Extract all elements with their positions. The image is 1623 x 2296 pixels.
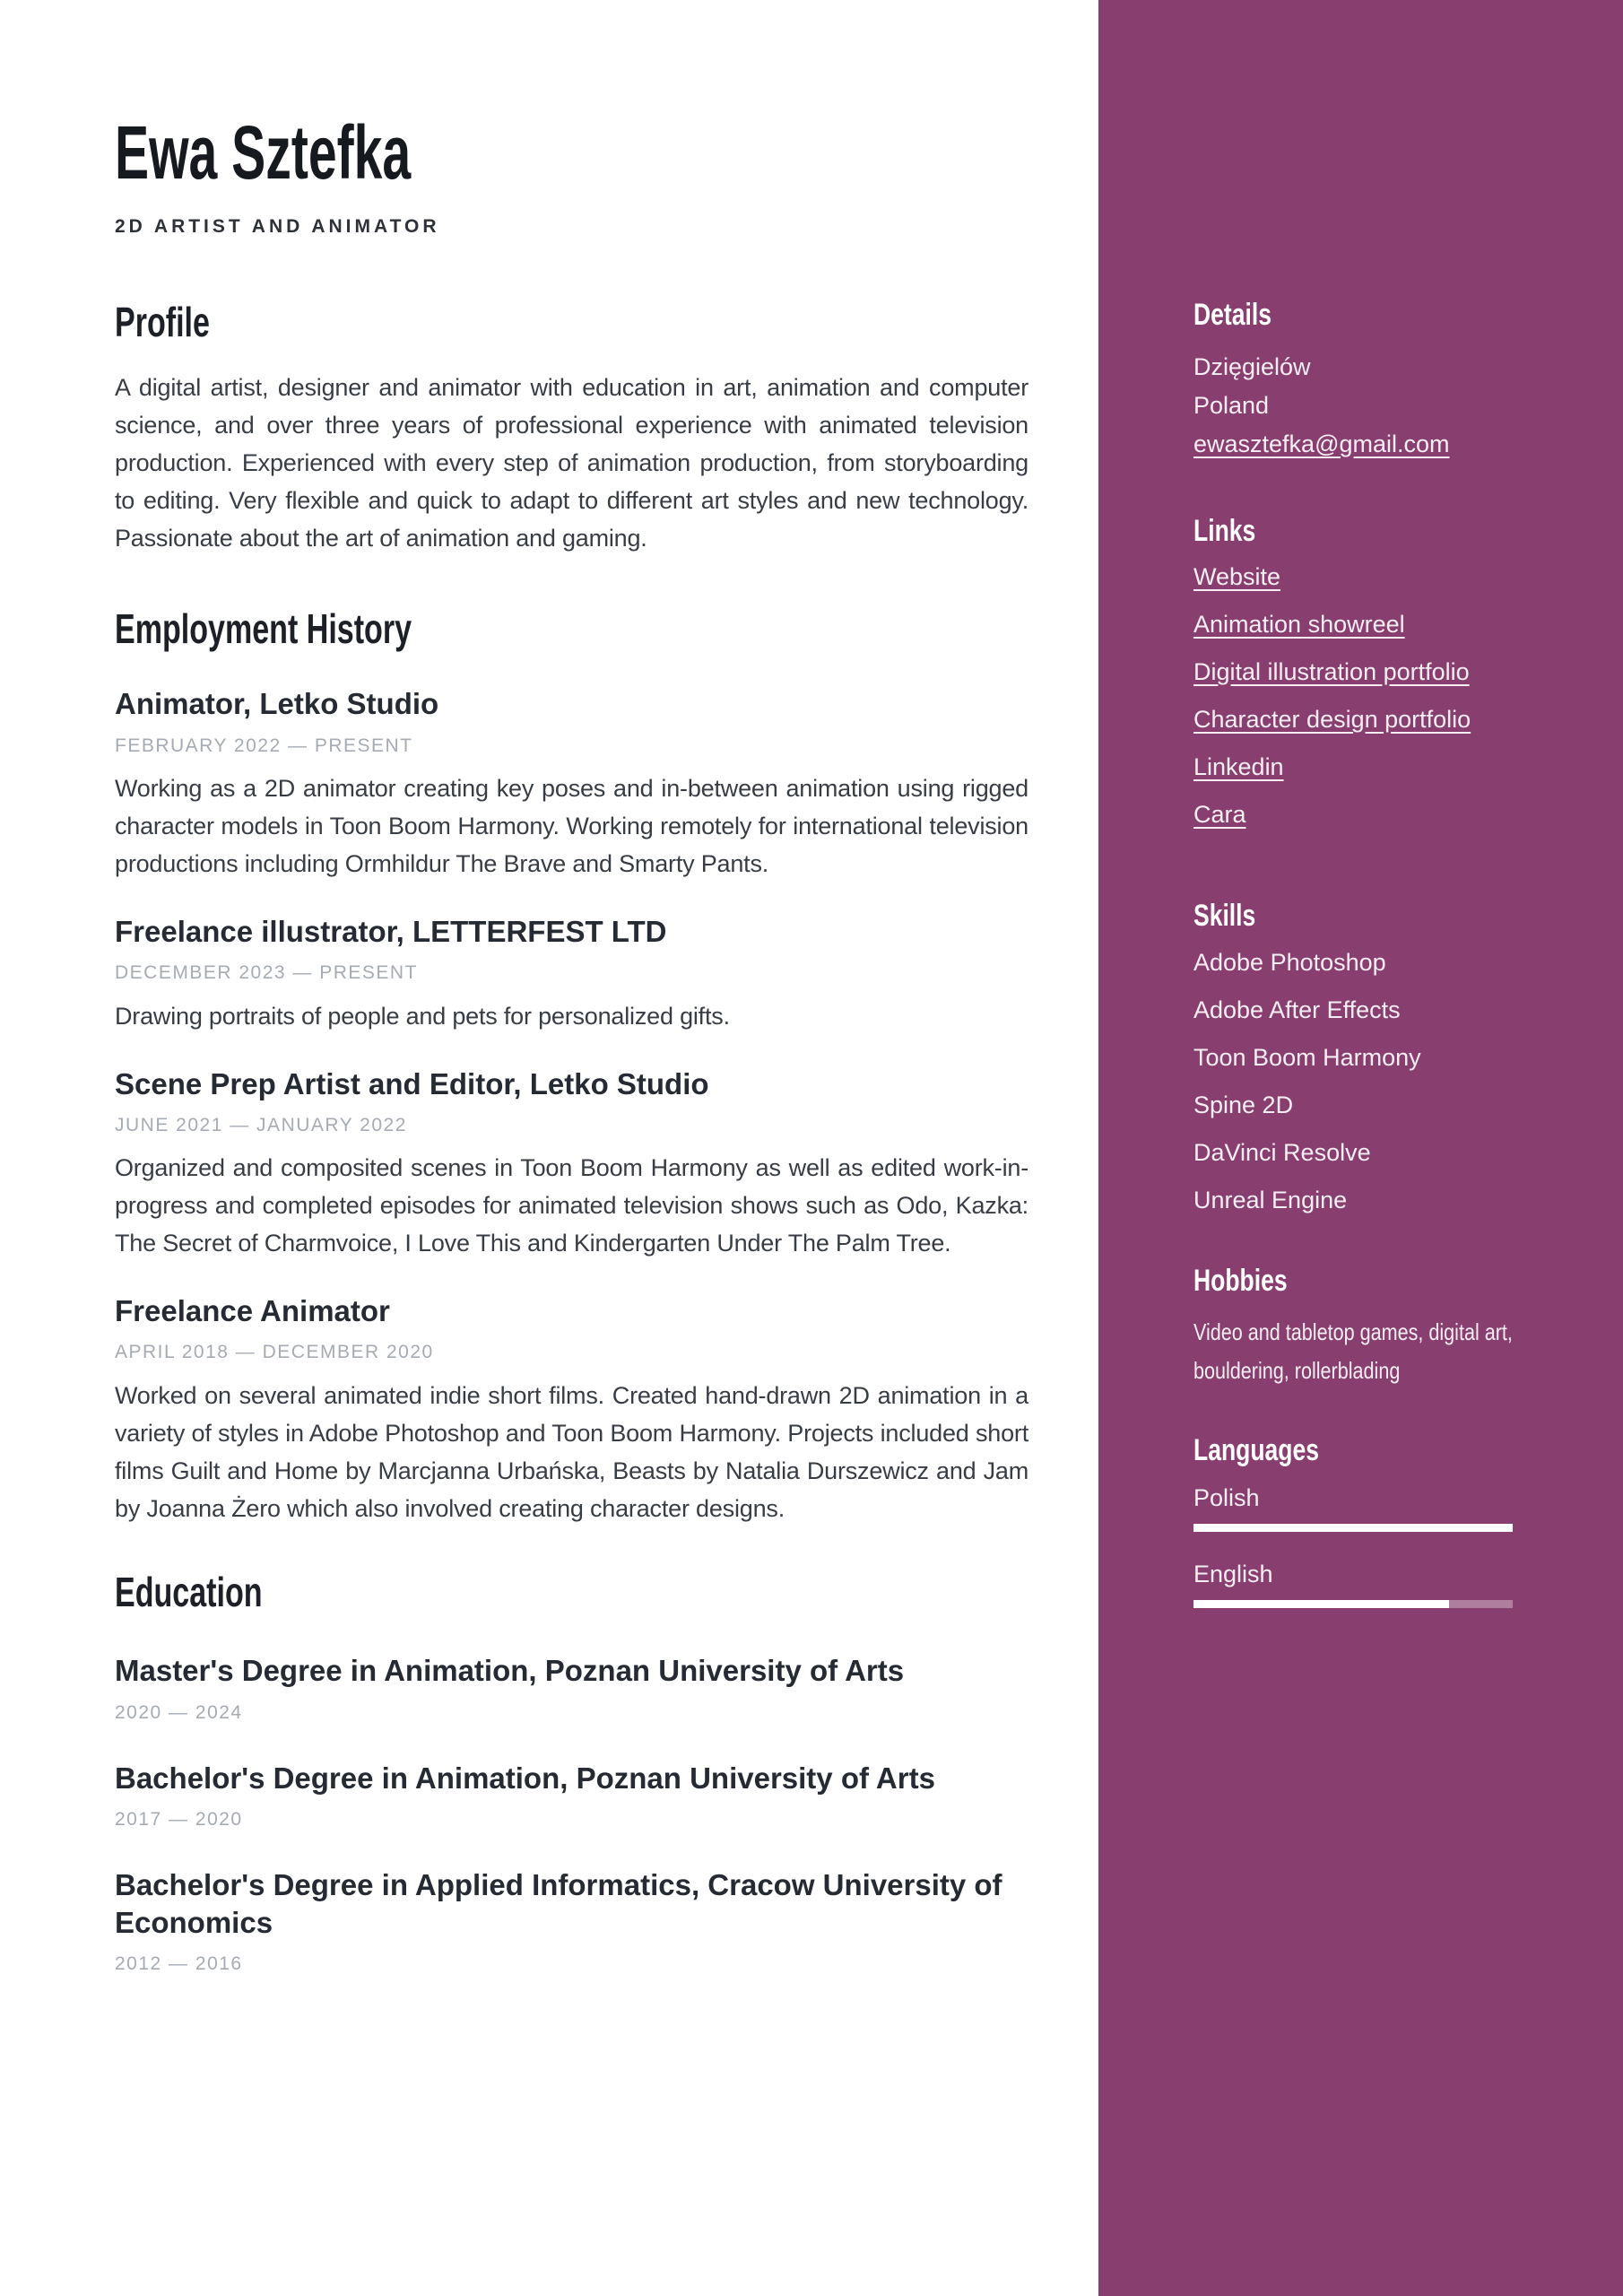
job-dates: DECEMBER 2023 — PRESENT	[115, 962, 418, 984]
education-title: Bachelor's Degree in Applied Informatics, Cracow University of Economics	[115, 1868, 1002, 1939]
profile-text: A digital artist, designer and animator with education in art, animation and computer science, and over three years of professional experience with animated television production. Experienced with every step of animation production, from storyboarding to editing. Very flexible and quick to adapt to different art styles and new technology. Passionate about the art of animation and gaming.	[115, 373, 1028, 552]
education-entry	[115, 1760, 1028, 1833]
job-title: Freelance illustrator, LETTERFEST LTD	[115, 914, 667, 948]
link-website[interactable]: Website	[1193, 563, 1281, 591]
languages-heading: Languages	[1193, 1433, 1319, 1468]
skill-item: Toon Boom Harmony	[1193, 1043, 1421, 1071]
links-heading: Links	[1193, 513, 1256, 548]
link-linkedin[interactable]: Linkedin	[1193, 753, 1284, 781]
person-job-title: 2D ARTIST AND ANIMATOR	[115, 216, 440, 237]
links-section	[1193, 512, 1517, 849]
education-dates: 2017 — 2020	[115, 1809, 243, 1831]
education-title: Bachelor's Degree in Animation, Poznan University of Arts	[115, 1761, 935, 1795]
education-entry	[115, 1652, 1028, 1726]
job-description: Working as a 2D animator creating key poses and in-between animation using rigged character models in Toon Boom Harmony. Working remotely for international television productions including Ormhildur The Brave and Smarty Pants.	[115, 774, 1028, 877]
details-city: Dzięgielów	[1193, 352, 1311, 380]
language-level-bar	[1193, 1524, 1513, 1532]
link-cara[interactable]: Cara	[1193, 801, 1246, 829]
hobbies-text: Video and tabletop games, digital art, bouldering, rollerblading	[1193, 1318, 1513, 1385]
job-title: Scene Prep Artist and Editor, Letko Studio	[115, 1066, 709, 1100]
details-heading: Details	[1193, 298, 1271, 332]
education-dates: 2020 — 2024	[115, 1701, 243, 1723]
education-title: Master's Degree in Animation, Poznan University of Arts	[115, 1654, 905, 1688]
details-section	[1193, 296, 1517, 464]
job-description: Drawing portraits of people and pets for personalized gifts.	[115, 1002, 730, 1030]
skill-item: Adobe After Effects	[1193, 996, 1401, 1023]
hobbies-section	[1193, 1262, 1517, 1391]
profile-heading: Profile	[115, 299, 210, 346]
education-dates: 2012 — 2016	[115, 1952, 243, 1974]
skill-item: Spine 2D	[1193, 1091, 1294, 1118]
skill-item: Unreal Engine	[1193, 1186, 1348, 1213]
details-country: Poland	[1193, 391, 1270, 419]
job-entry	[115, 913, 1028, 1035]
job-dates: FEBRUARY 2022 — PRESENT	[115, 735, 413, 756]
language-level-fill	[1193, 1600, 1449, 1608]
skill-item: Adobe Photoshop	[1193, 948, 1386, 976]
job-entry	[115, 1292, 1028, 1527]
person-name: Ewa Sztefka	[115, 110, 412, 195]
sidebar	[1098, 0, 1623, 2296]
link-animation-showreel[interactable]: Animation showreel	[1193, 611, 1405, 639]
job-dates: JUNE 2021 — JANUARY 2022	[115, 1114, 407, 1135]
language-entry	[1193, 1560, 1517, 1608]
hobbies-heading: Hobbies	[1193, 1263, 1288, 1298]
email-link[interactable]: ewasztefka@gmail.com	[1193, 430, 1450, 457]
job-entry	[115, 685, 1028, 883]
language-name: Polish	[1193, 1483, 1260, 1511]
language-level-fill	[1193, 1524, 1513, 1532]
link-character-design-portfolio[interactable]: Character design portfolio	[1193, 706, 1471, 734]
skill-item: DaVinci Resolve	[1193, 1138, 1371, 1166]
language-level-bar	[1193, 1600, 1513, 1608]
language-entry	[1193, 1483, 1517, 1532]
languages-section	[1193, 1431, 1517, 1608]
job-description: Worked on several animated indie short films. Created hand-drawn 2D animation in a variety of styles in Adobe Photoshop and Toon Boom Harmony. Projects included short films Guilt and Home by Marcjanna Urbańska, Beasts by Natalia Durszewicz and Jam by Joanna Żero which also involved creating character designs.	[115, 1381, 1028, 1522]
job-title: Freelance Animator	[115, 1294, 390, 1328]
language-name: English	[1193, 1560, 1273, 1587]
job-dates: APRIL 2018 — DECEMBER 2020	[115, 1342, 434, 1363]
job-description: Organized and composited scenes in Toon Boom Harmony as well as edited work-in-progress and completed episodes for animated television shows such as Odo, Kazka: The Secret of Charmvoice, I Love This and Kindergarten Under The Palm Tree.	[115, 1154, 1028, 1257]
education-entry	[115, 1866, 1028, 1977]
details-email-row	[1193, 425, 1517, 464]
skills-section	[1193, 897, 1517, 1213]
skills-heading: Skills	[1193, 899, 1256, 934]
link-digital-illustration-portfolio[interactable]: Digital illustration portfolio	[1193, 658, 1470, 686]
employment-heading: Employment History	[115, 604, 412, 652]
job-title: Animator, Letko Studio	[115, 687, 439, 721]
job-entry	[115, 1065, 1028, 1263]
education-heading: Education	[115, 1568, 263, 1615]
